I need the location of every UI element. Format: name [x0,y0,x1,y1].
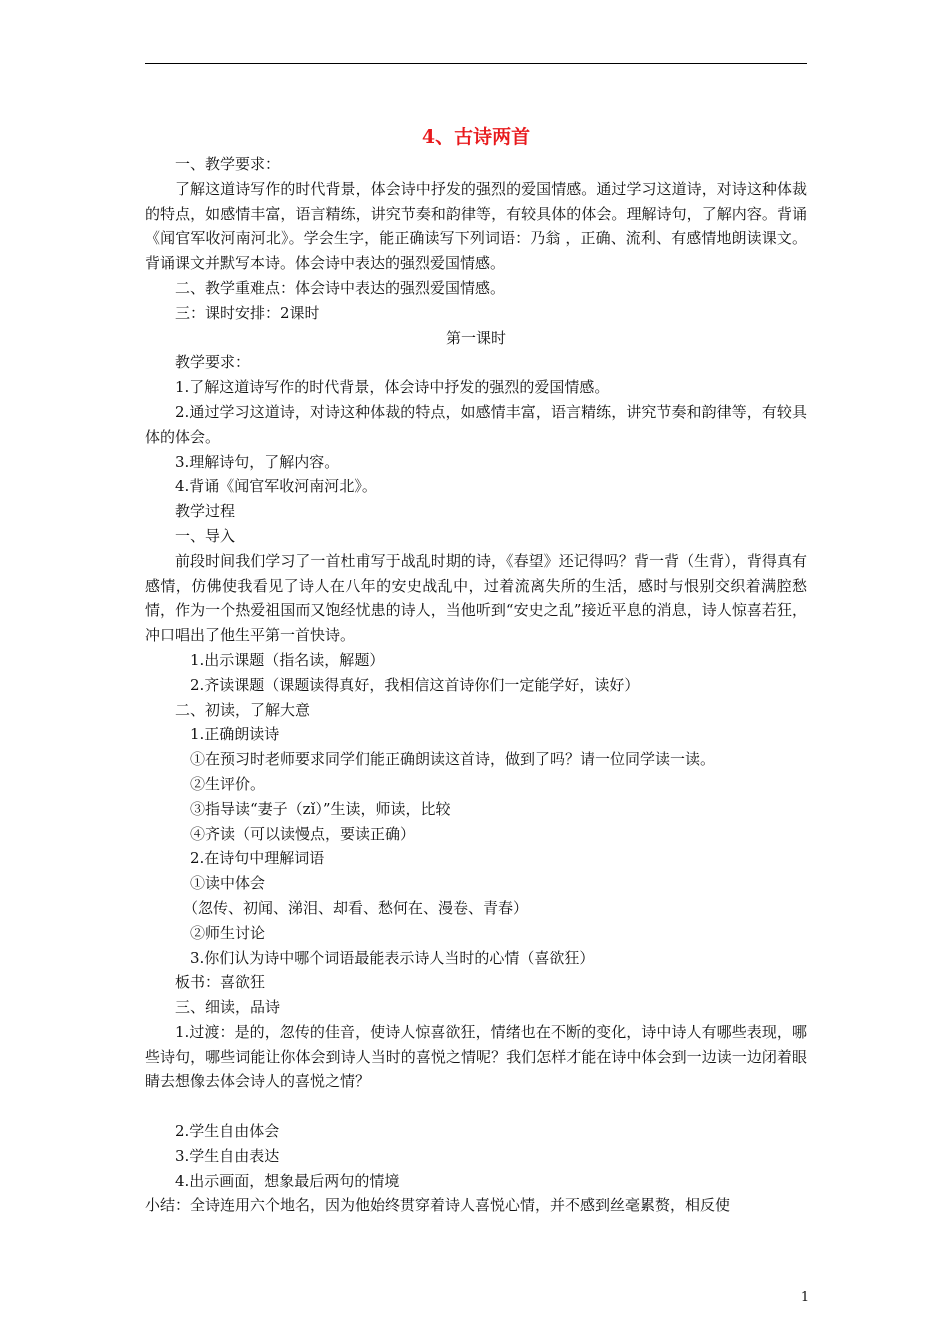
list-item: ②生评价。 [190,774,266,793]
section-heading: 一、导入 [175,526,236,545]
section-heading: 三：课时安排：2课时 [175,303,320,322]
list-item: ③指导读“妻子（zǐ）”生读，师读，比较 [190,799,451,818]
list-item: ②师生讨论 [190,923,266,942]
section-heading: 一、教学要求： [175,155,281,173]
list-item: ④齐读（可以读慢点，要读正确） [190,824,416,843]
list-item: 1.出示课题（指名读，解题） [190,650,385,669]
list-item: 1.正确朗读诗 [190,725,280,744]
section-heading: 二、教学重难点：体会诗中表达的强烈爱国情感。 [175,278,506,297]
list-item: ①在预习时老师要求同学们能正确朗读这首诗，做到了吗？请一位同学读一读。 [190,750,716,769]
list-item: 2.通过学习这道诗，对诗这种体裁的特点，如感情丰富，语言精练，讲究节奏和韵律等，有较具体的体会。 [145,402,807,446]
list-item: 3.理解诗句，了解内容。 [175,452,340,471]
list-item: 3.学生自由表达 [175,1146,280,1165]
document-body [145,122,807,1218]
paragraph: 1.过渡：是的，忽传的佳音，使诗人惊喜欲狂，情绪也在不断的变化，诗中诗人有哪些表现，哪些诗句，哪些词能让你体会到诗人当时的喜悦之情呢？我们怎样才能在诗中体会到一边读一边闭着眼睛去想像去体会诗人的喜悦之情？ [145,1022,807,1091]
board-note: 板书：喜欲狂 [175,973,266,992]
list-item: 3.你们认为诗中哪个词语最能表示诗人当时的心情（喜欲狂） [190,948,595,967]
lesson-heading: 第一课时 [445,328,506,347]
subheading: 教学要求： [175,353,251,372]
list-item: 1.了解这道诗写作的时代背景，体会诗中抒发的强烈的爱国情感。 [175,378,610,397]
page-number: 1 [800,1290,810,1305]
list-item: 4.背诵《闻官军收河南河北》。 [175,477,377,496]
section-heading: 二、初读，了解大意 [175,700,311,719]
blank-line [145,1094,807,1119]
list-item: 2.学生自由体会 [175,1122,280,1141]
summary-line: 小结：全诗连用六个地名，因为他始终贯穿着诗人喜悦心情，并不感到丝毫累赘，相反使 [145,1196,731,1215]
section-heading: 三、细读，品诗 [175,998,281,1017]
list-item: 4.出示画面，想象最后两句的情境 [175,1171,400,1190]
subheading: 教学过程 [175,502,236,521]
paragraph: 前段时间我们学习了一首杜甫写于战乱时期的诗，《春望》还记得吗？背一背（生背），背得真有感情，仿佛使我看见了诗人在八年的安史战乱中，过着流离失所的生活，感时与恨别交织着满腔愁情，作为一个热爱祖国而又饱经忧患的诗人，当他听到“安史之乱”接近平息的消息，诗人惊喜若狂，冲口唱出了他生平第一首快诗。 [145,551,807,645]
paragraph: 了解这道诗写作的时代背景，体会诗中抒发的强烈的爱国情感。通过学习这道诗，对诗这种体裁的特点，如感情丰富，语言精练，讲究节奏和韵律等，有较具体的体会。理解诗句，了解内容。背诵《闻官军收河南河北》。学会生字，能正确读写下列词语：乃翁 ，正确、流利、有感情地朗读课文。背诵课文并默写本诗。体会诗中表达的强烈爱国情感。 [145,179,807,273]
list-item: ①读中体会 [190,874,266,893]
document-title: 4、古诗两首 [421,126,531,148]
list-item: 2.在诗句中理解词语 [190,849,325,868]
list-item: 2.齐读课题（课题读得真好，我相信这首诗你们一定能学好，读好） [190,675,640,694]
list-item: （忽传、初闻、涕泪、却看、愁何在、漫卷、青春） [183,898,529,917]
header-rule [145,63,807,64]
